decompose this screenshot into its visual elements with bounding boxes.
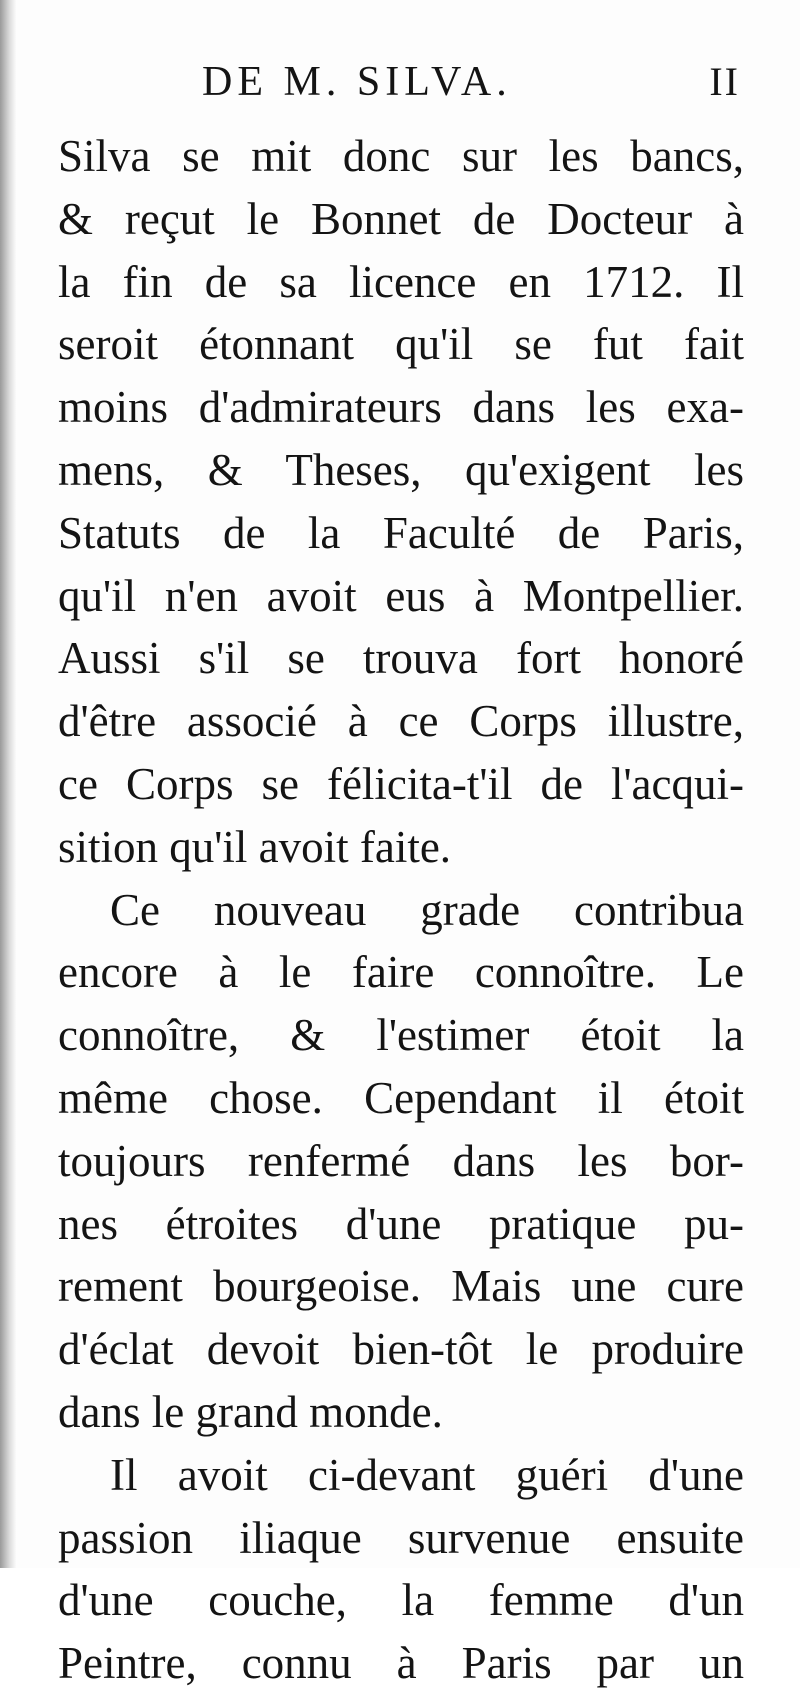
- text-line: passion iliaque survenue ensuite: [58, 1512, 744, 1563]
- text-line: Statuts de la Faculté de Paris,: [58, 507, 744, 558]
- text-line: d'une couche, la femme d'un: [58, 1575, 744, 1626]
- running-head-prefix: DE: [202, 59, 268, 105]
- text-line: Aussi s'il se trouva fort honoré: [58, 633, 744, 684]
- paragraph-end-line: dans le grand monde.: [58, 1386, 443, 1437]
- body-text: [58, 125, 744, 1695]
- paragraph-start-line: Il avoit ci-devant guéri d'une: [110, 1449, 744, 1500]
- text-line: d'être associé à ce Corps illustre,: [58, 696, 744, 747]
- text-line: rement bourgeoise. Mais une cure: [58, 1261, 744, 1312]
- text-line: Silva se mit donc sur les bancs,: [58, 131, 744, 181]
- text-line: la fin de sa licence en 1712. Il: [58, 256, 744, 307]
- text-line: d'éclat devoit bien-tôt le produire: [58, 1324, 744, 1375]
- running-head-name: M. SILVA.: [283, 59, 512, 105]
- text-line: mens, & Theses, qu'exigent les: [58, 444, 744, 495]
- text-line: & reçut le Bonnet de Docteur à: [58, 193, 744, 244]
- page-gutter-shadow: [0, 0, 16, 1568]
- page-number: II: [709, 59, 740, 104]
- text-line: Peintre, connu à Paris par un: [58, 1638, 744, 1689]
- paragraph-end-line: sition qu'il avoit faite.: [58, 821, 452, 872]
- text-line: même chose. Cependant il étoit: [58, 1072, 744, 1123]
- text-line: encore à le faire connoître. Le: [58, 947, 744, 998]
- text-line: nes étroites d'une pratique pu-: [58, 1198, 744, 1249]
- text-line: moins d'admirateurs dans les exa-: [58, 382, 744, 433]
- paragraph-start-line: Ce nouveau grade contribua: [110, 884, 744, 935]
- text-line: toujours renfermé dans les bor-: [58, 1135, 744, 1186]
- running-head-title: [202, 58, 512, 106]
- text-line: connoître, & l'estimer étoit la: [58, 1010, 744, 1061]
- text-line: seroit étonnant qu'il se fut fait: [58, 319, 744, 370]
- text-line: ce Corps se félicita-t'il de l'acqui-: [58, 758, 744, 809]
- running-head: [150, 58, 740, 118]
- text-line: qu'il n'en avoit eus à Montpellier.: [58, 570, 744, 621]
